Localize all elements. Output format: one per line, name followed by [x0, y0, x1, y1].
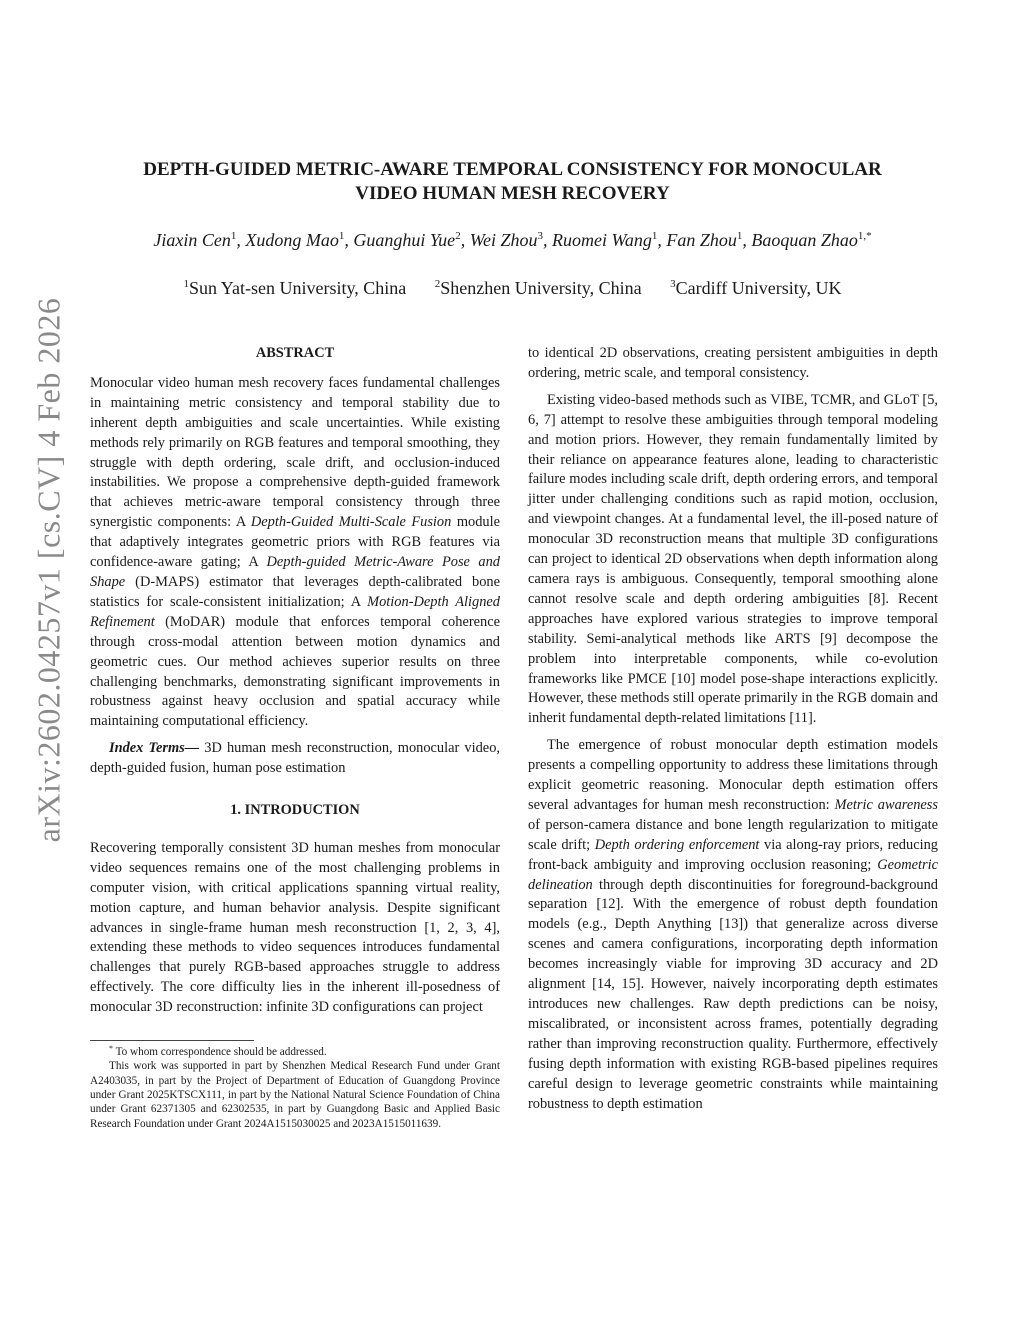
intro-paragraph-related-work: Existing video-based methods such as VIBE, TCMR, and GLoT [5, 6, 7] attempt to resolve these ambiguities through temporal modeling and motion priors. However, they remain fundamentally limited by their reliance on appearance features alone, leading to characteristic failure modes including scale drift, depth ordering errors, and temporal jitter under challenging conditions such as rapid motion, occlusion, and viewpoint changes. At a fundamental level, the ill-posed nature of monocular 3D reconstruction means that multiple 3D configurations can project to identical 2D observations when depth information along camera rays is ambiguous. Consequently, temporal smoothing alone cannot resolve scale and depth ordering ambiguities [8]. Recent approaches have explored various strategies to improve temporal stability. Semi-analytical methods like ARTS [9] decompose the problem into interpretable components, while co-evolution frameworks like PMCE [10] model pose-shape interactions explicitly. However, these methods still operate primarily in the RGB domain and inherit fundamental depth-related limitations [11]. [528, 391, 938, 727]
author-name: Xudong Mao [245, 230, 339, 250]
footnote-rule [90, 1040, 254, 1041]
affiliation: $^3$Cardiff University, UK [670, 278, 842, 298]
author-affiliation-mark: 2 [455, 230, 461, 242]
intro-paragraph-depth: The emergence of robust monocular depth estimation models presents a compelling opportunity to address these limitations through explicit geometric reasoning. Monocular depth estimation offers several advantages for human mesh reconstruction: Metric awareness of person-camera distance and bone length regularization to mitigate scale drift; Depth ordering enforcement via along-ray priors, reducing front-back ambiguity and improving occlusion reasoning; Geometric delineation through depth discontinuities for foreground-background separation [12]. With the emergence of robust depth foundation models (e.g., Depth Anything [13]) that generalize across diverse scenes and camera configurations, incorporating depth information becomes increasingly viable for improving 3D accuracy and 2D alignment [14, 15]. However, naively incorporating depth estimates introduces new challenges. Raw depth predictions can be noisy, miscalibrated, or inconsistent across frames, potentially degrading rather than improving reconstruction quality. Furthermore, effectively fusing depth information with existing RGB-based pipelines requires careful design to leverage geometric constraints while maintaining robustness to depth estimation [528, 737, 939, 1112]
author-name: Jiaxin Cen [153, 230, 231, 250]
abstract-paragraph: Monocular video human mesh recovery faces fundamental challenges in maintaining metric consistency and temporal stability due to inherent depth ambiguities and scale uncertainties. While existing methods rely primarily on RGB features and temporal smoothing, they struggle with depth ordering, scale drift, and occlusion-induced instabilities. We propose a comprehensive depth-guided framework that achieves metric-aware temporal consistency through three synergistic components: A Depth-Guided Multi-Scale Fusion module that adaptively integrates geometric priors with RGB features via confidence-aware gating; A Depth-guided Metric-Aware Pose and Shape (D-MAPS) estimator that leverages depth-calibrated bone statistics for scale-consistent initialization; A Motion-Depth Aligned Refinement (MoDAR) module that enforces temporal coherence through cross-modal attention between motion dynamics and geometric cues. Our method achieves superior results on three challenging benchmarks, demonstrating significant improvements in robustness against heavy occlusion and spatial accuracy while maintaining computational efficiency. [90, 374, 501, 730]
correspondence-footnote: * To whom correspondence should be addressed. [109, 1044, 327, 1059]
affiliation-list [80, 278, 945, 299]
left-column [90, 344, 500, 1131]
affiliation: $^1$Sun Yat-sen University, China [183, 278, 407, 298]
author-name: Wei Zhou [469, 230, 538, 250]
title-line-2: VIDEO HUMAN MESH RECOVERY [355, 183, 670, 204]
author-list: Jiaxin Cen$^1$, Xudong Mao$^1$, Guanghui Yue$^2$, Wei Zhou$^3$, Ruomei Wang$^1$, Fan Zhou$^1$, Baoquan Zhao$^{1,*}$ [153, 230, 872, 250]
author-name: Fan Zhou [666, 230, 737, 250]
affiliation: $^2$Shenzhen University, China [434, 278, 642, 298]
funding-footnote: This work was supported in part by Shenzhen Medical Research Fund under Grant A2403035, in part by the Project of Department of Education of Guangdong Province under Grant 2025KTSCX111, in part by the National Natural Science Foundation of China under Grant 62371305 and 62302535, in part by Guangdong Basic and Applied Basic Research Foundation under Grant 2024A1515030025 and 2023A1515011639. [90, 1060, 500, 1130]
paper-title [90, 158, 935, 206]
author-affiliation-mark: 1 [338, 230, 345, 242]
author-affiliation-mark: 3 [537, 230, 544, 242]
arxiv-sidebar-identifier [26, 180, 72, 960]
intro-paragraph: Recovering temporally consistent 3D human meshes from monocular video sequences remains one of the most challenging problems in computer vision, with critical applications spanning virtual reality, motion capture, and human behavior analysis. Despite significant advances in single-frame human mesh reconstruction [1, 2, 3, 4], extending these methods to video sequences introduces fundamental challenges that purely RGB-based approaches struggle to address effectively. The core difficulty lies in the inherent ill-posedness of monocular 3D reconstruction: infinite 3D configurations can project [90, 839, 500, 1016]
arxiv-id-text: arXiv:2602.04257v1 [cs.CV] 4 Feb 2026 [30, 297, 67, 843]
author-name: Guanghui Yue [353, 230, 456, 250]
index-terms-label: Index Terms— [109, 740, 200, 757]
intro-continuation: to identical 2D observations, creating persistent ambiguities in depth ordering, metric scale, and temporal consistency. [528, 345, 938, 381]
title-line-1: DEPTH-GUIDED METRIC-AWARE TEMPORAL CONSISTENCY FOR MONOCULAR [143, 159, 882, 180]
author-affiliation-mark: 1 [230, 230, 237, 242]
author-name: Baoquan Zhao [751, 230, 858, 250]
abstract-heading: ABSTRACT [255, 345, 335, 361]
right-column [528, 344, 938, 1121]
author-name: Ruomei Wang [552, 230, 652, 250]
author-affiliation-mark: 1,* [857, 230, 872, 242]
index-terms: Index Terms— 3D human mesh reconstruction, monocular video, depth-guided fusion, human pose estimation [90, 740, 500, 777]
author-affiliation-mark: 1 [736, 230, 743, 242]
introduction-heading: 1. INTRODUCTION [230, 802, 360, 819]
footnotes [90, 1045, 500, 1131]
author-affiliation-mark: 1 [651, 230, 658, 242]
